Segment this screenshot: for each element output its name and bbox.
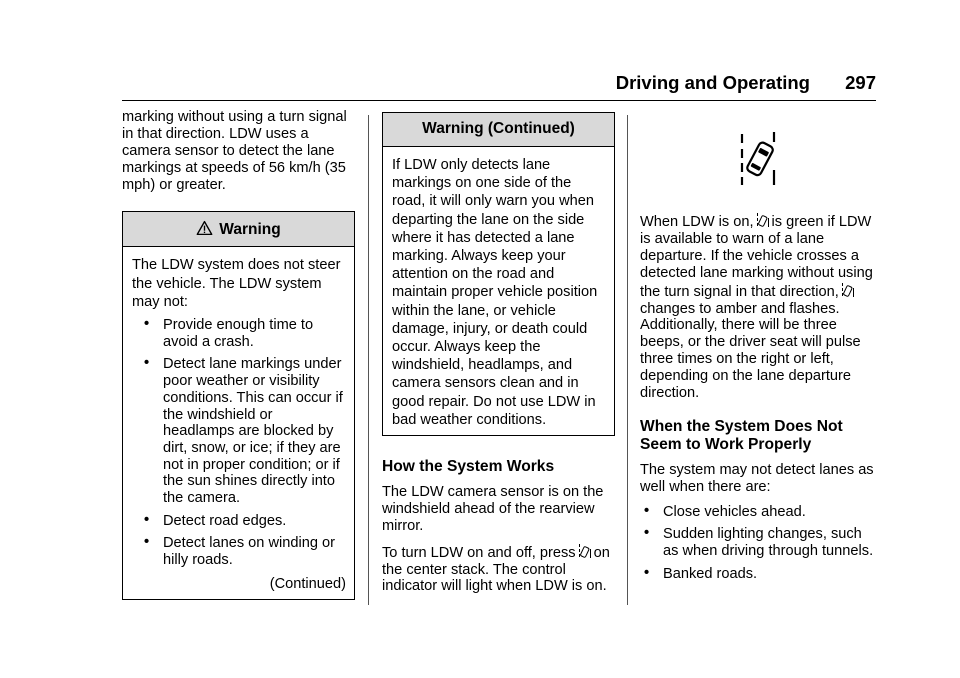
section-heading-not-working: When the System Does Not Seem to Work Properly [640,417,843,453]
conditions-list [640,504,876,583]
bullet: • [644,525,650,542]
lane-departure-icon [578,543,592,559]
warning-header [123,212,354,248]
bullet: • [144,511,150,528]
not-working-intro: The system may not detect lanes as well when there are: [640,461,874,495]
warning-continued-text: If LDW only detects lane markings on one side of the road, it will only warn you when departing the lane on the side where it has detected a lane marking. Always keep your attention on the road and maintain proper vehicle position within the lane, or vehicle damage, injury, or death could occur. Always keep the windshield, headlamps, and camera sensors clean and in good repair. Do not use LDW in bad weather conditions. [392,156,598,428]
how-it-works-para-1: The LDW camera sensor is on the windshield ahead of the rearview mirror. [382,483,604,534]
lane-departure-icon [756,212,770,228]
warning-intro: The LDW system does not steer the vehicle. The LDW system may not: [132,257,341,310]
column-divider-1 [368,115,369,605]
warning-continued-box [382,112,615,436]
warning-continued-body [383,147,614,435]
continued-label: (Continued) [269,575,346,592]
list-item: • Detect lane markings under poor weather or visibility conditions. This can occur if the windshield or headlamps are blocked by dirt, snow, or ice; if they are not in proper condition; or if the sun shines directly into the camera. [144,355,343,507]
list-item: • Close vehicles ahead. [644,502,806,520]
list-item: • Sudden lighting changes, such as when driving through tunnels. [644,525,874,560]
warning-list [132,317,346,569]
bullet: • [144,355,150,372]
column-3 [640,112,876,589]
warning-box [122,211,355,601]
column-divider-2 [627,115,628,605]
warning-continued-header: Warning (Continued) [383,113,614,147]
column-1 [122,109,355,600]
column-2 [382,112,615,595]
page-number: 297 [845,72,876,93]
bullet: • [144,316,150,333]
intro-paragraph: marking without using a turn signal in that direction. LDW uses a camera sensor to detect the lane markings at speeds of 56 km/h (35 mph) or greater. [122,109,347,193]
section-heading-how-it-works: How the System Works [382,457,555,475]
list-item: • Provide enough time to avoid a crash. [144,316,314,350]
ldw-status-paragraph: When LDW is on, is green if LDW is available to warn of a lane departure. If the vehicle crosses a detected lane marking without using the turn signal in that direction,changes to amber and flashes. Additionally, there will be three beeps, or the driver seat will pulse three times on the right or left, depending on the lane departure direction. [640,214,873,402]
list-item: • Banked roads. [644,564,758,582]
warning-title: Warning [219,220,281,238]
section-title: Driving and Operating [615,72,810,93]
bullet: • [144,534,150,551]
page-header [122,70,876,101]
warning-body [123,247,354,599]
warning-triangle-icon [196,220,213,236]
lane-departure-icon [841,282,855,298]
list-item: • Detect road edges. [144,511,287,529]
bullet: • [644,564,650,581]
list-item: • Detect lanes on winding or hilly roads. [144,534,335,569]
how-it-works-para-2: To turn LDW on and off, press on the center stack. The control indicator will light when LDW is on. [382,544,610,595]
bullet: • [644,502,650,519]
